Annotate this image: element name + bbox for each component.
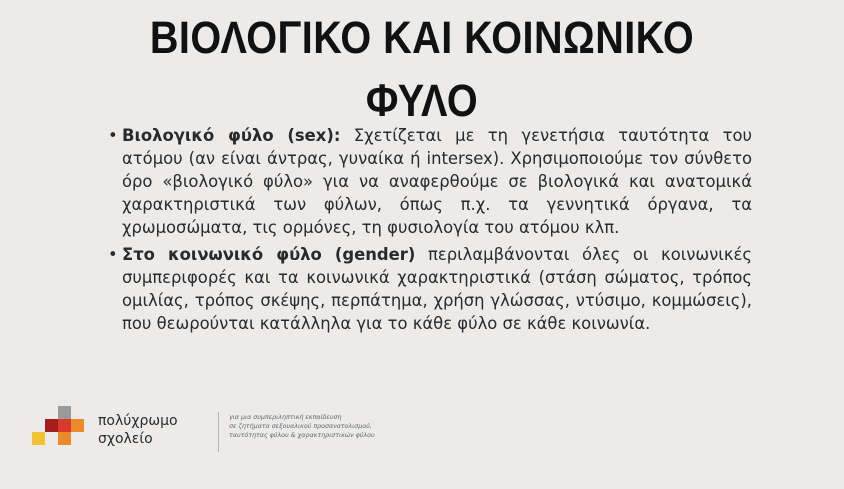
polychromo-logo-icon — [32, 402, 92, 452]
title-line-2: ΦΥΛΟ — [365, 75, 479, 126]
brand-name — [98, 412, 178, 448]
tagline-line-1: για μια συμπεριληπτική εκπαίδευση — [229, 414, 342, 421]
slide-title — [51, 6, 794, 132]
bullet-term: Βιολογικό φύλο (sex): — [122, 126, 341, 145]
brand-line-2: σχολείο — [98, 431, 153, 447]
bullet-text: Σχετίζεται με τη γενετήσια ταυτότητα του ατόμου (αν είναι άντρας, γυναίκα ή intersex). Χρησιμοποιούμε τον σύνθετο όρο «βιολογικό φύλο» για να αναφερθούμε σε βιολογικά και ανατομικά χαρακτηριστικά των φύλων, όπως π.χ. τα γεννητικά όργανα, τα χρωμοσώματα, τις ορμόνες, τη φυσιολογία του ατόμου κλπ. — [122, 126, 752, 237]
title-line-1: ΒΙΟΛΟΓΙΚΟ ΚΑΙ ΚΟΙΝΩΝΙΚΟ — [149, 12, 695, 63]
brand-line-1: πολύχρωμο — [98, 413, 178, 429]
bullet-text: περιλαμβάνονται όλες οι κοινωνικές συμπεριφορές και τα κοινωνικά χαρακτηριστικά (στάση σώματος, τρόπος ομιλίας, τρόπος σκέψης, περπάτημα, χρήση γλώσσας, ντύσιμο, κομμώσεις), που θεωρούνται κατάλληλα για το κάθε φύλο σε κάθε κοινωνία. — [122, 245, 752, 333]
footer-divider — [218, 412, 219, 452]
bullet-term: Στο κοινωνικό φύλο (gender) — [122, 245, 416, 264]
bullet-marker: • — [108, 245, 118, 264]
tagline-line-3: ταυτότητας φύλου & χαρακτηριστικών φύλου — [229, 432, 375, 439]
tagline-line-2: σε ζητήματα σεξουαλικού προσανατολισμού, — [229, 423, 372, 430]
slide-content — [108, 124, 752, 339]
bullet-marker: • — [108, 126, 118, 145]
footer — [32, 402, 512, 462]
bullet-biological-sex — [108, 124, 752, 239]
bullet-social-gender — [108, 243, 752, 335]
tagline — [229, 413, 489, 440]
